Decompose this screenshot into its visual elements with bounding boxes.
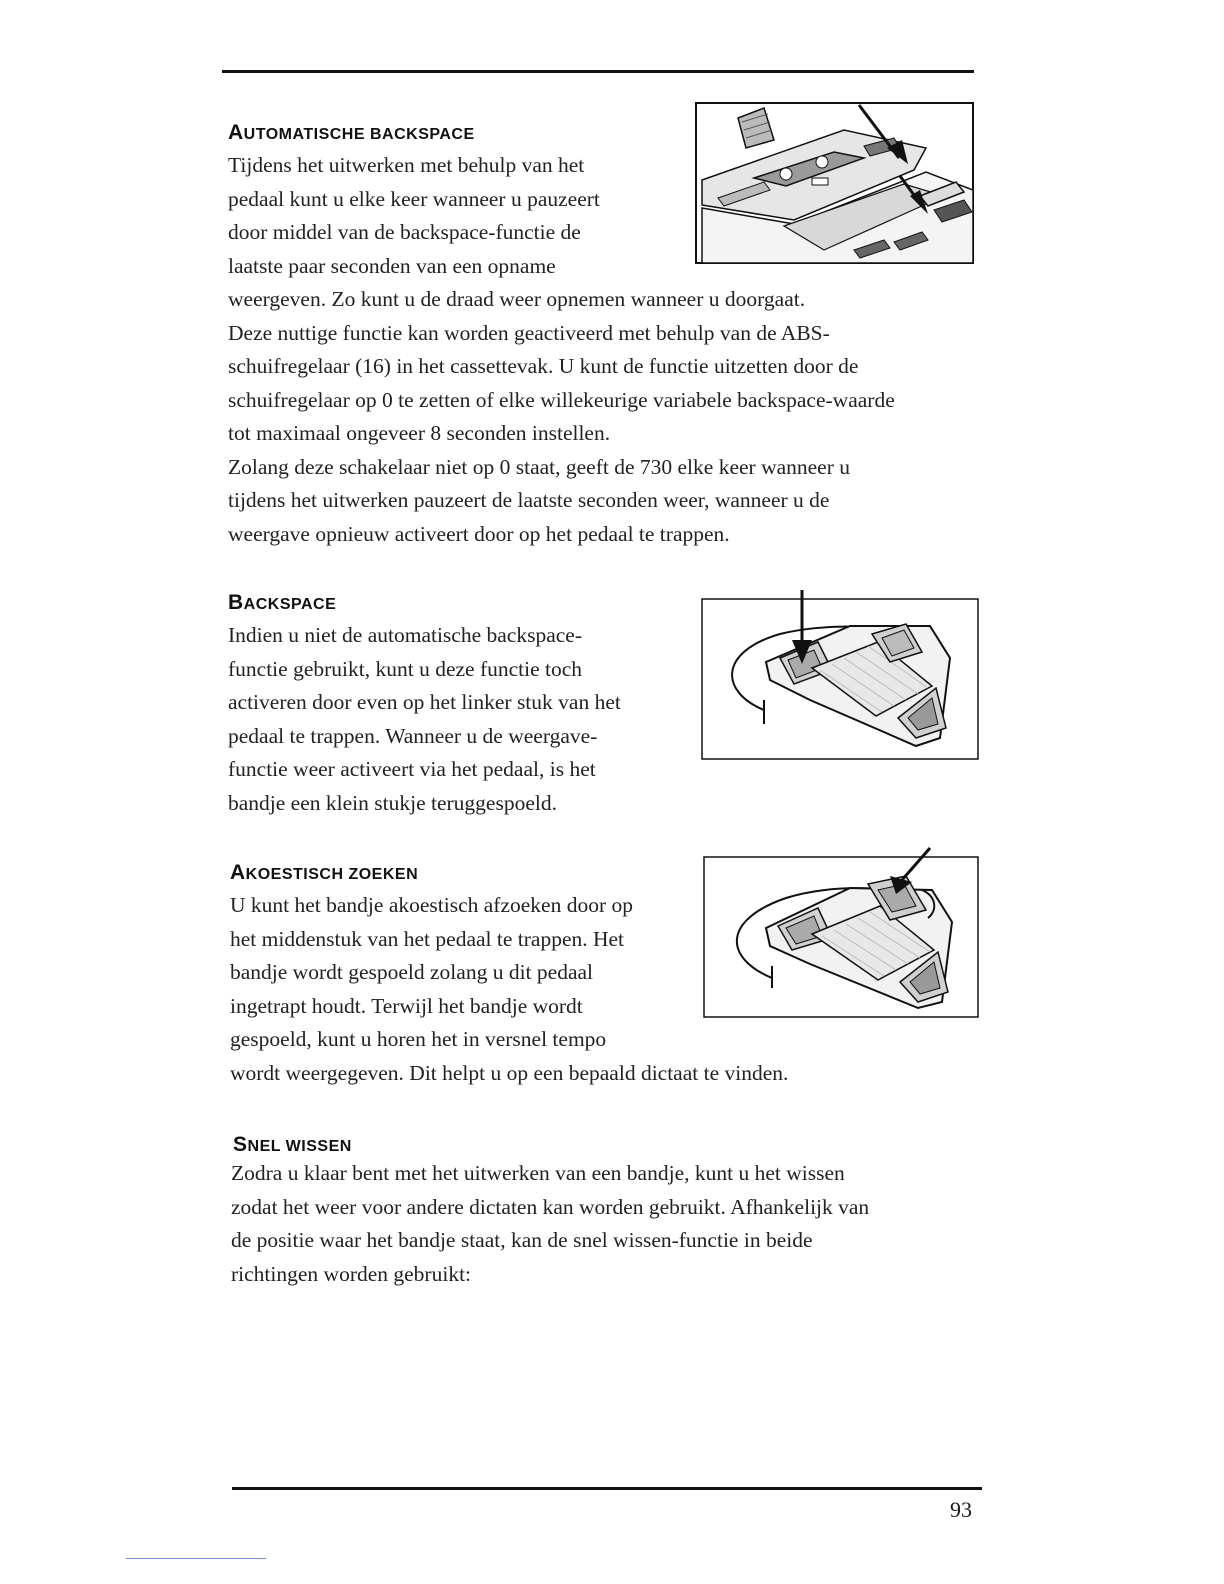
page-number: 93 [950,1497,972,1522]
text-line: zodat het weer voor andere dictaten kan worden gebruikt. Afhankelijk van [231,1194,870,1219]
text-line: tijdens het uitwerken pauzeert de laatste seconden weer, wanneer u de [228,488,830,512]
text-line: schuifregelaar (16) in het cassettevak. U kunt de functie uitzetten door de [228,354,859,378]
heading-backspace: BACKSPACE [228,591,337,614]
text-line: de positie waar het bandje staat, kan de snel wissen-functie in beide [231,1228,813,1252]
heading-akoestisch-zoeken: AKOESTISCH ZOEKEN [230,861,419,884]
text-line: het middenstuk van het pedaal te trappen. Het [230,926,625,951]
text-line: bandje een klein stukje teruggespoeld. [228,790,557,815]
text-line: gespoeld, kunt u horen het in versnel tempo [230,1027,607,1051]
footer-divider [126,1558,266,1559]
text-line: weergave opnieuw activeert door op het pedaal te trappen. [228,521,730,546]
text-line: Deze nuttige functie kan worden geactiveerd met behulp van de ABS- [228,320,830,345]
text-line: schuifregelaar op 0 te zetten of elke willekeurige variabele backspace-waarde [228,387,895,412]
foot-pedal-rewind-illustration [700,588,980,763]
text-line: tot maximaal ongeveer 8 seconden instellen. [228,421,611,445]
text-line: Indien u niet de automatische backspace- [228,623,583,647]
text-line: Zolang deze schakelaar niet op 0 staat, geeft de 730 elke keer wanneer u [228,454,851,479]
cassette-compartment-illustration [694,100,976,266]
text-line: functie gebruikt, kunt u deze functie toch [228,656,583,681]
paragraph-snel-wissen [231,1157,869,1291]
foot-pedal-search-illustration [700,846,982,1021]
text-line: Tijdens het uitwerken met behulp van het [228,153,585,177]
paragraph-backspace [228,619,621,820]
top-rule [222,70,974,73]
heading-snel-wissen: SNEL WISSEN [233,1133,352,1156]
text-line: ingetrapt houdt. Terwijl het bandje wordt [230,993,583,1018]
bottom-rule [232,1487,982,1490]
text-line: richtingen worden gebruikt: [231,1261,472,1286]
text-line: pedaal te trappen. Wanneer u de weergave- [228,723,598,748]
text-line: weergeven. Zo kunt u de draad weer opnemen wanneer u doorgaat. [228,287,806,311]
text-line: bandje wordt gespoeld zolang u dit pedaal [230,960,594,984]
text-line: functie weer activeert via het pedaal, is het [228,757,596,781]
heading-automatische-backspace: AUTOMATISCHE BACKSPACE [228,121,475,144]
text-line: activeren door even op het linker stuk van het [228,690,621,714]
text-line: laatste paar seconden van een opname [228,253,556,278]
text-line: U kunt het bandje akoestisch afzoeken door op [230,893,633,917]
text-line: pedaal kunt u elke keer wanneer u pauzeert [228,186,600,211]
text-line: wordt weergegeven. Dit helpt u op een bepaald dictaat te vinden. [230,1060,789,1085]
text-line: door middel van de backspace-functie de [228,220,581,244]
text-line: Zodra u klaar bent met het uitwerken van een bandje, kunt u het wissen [231,1161,845,1185]
